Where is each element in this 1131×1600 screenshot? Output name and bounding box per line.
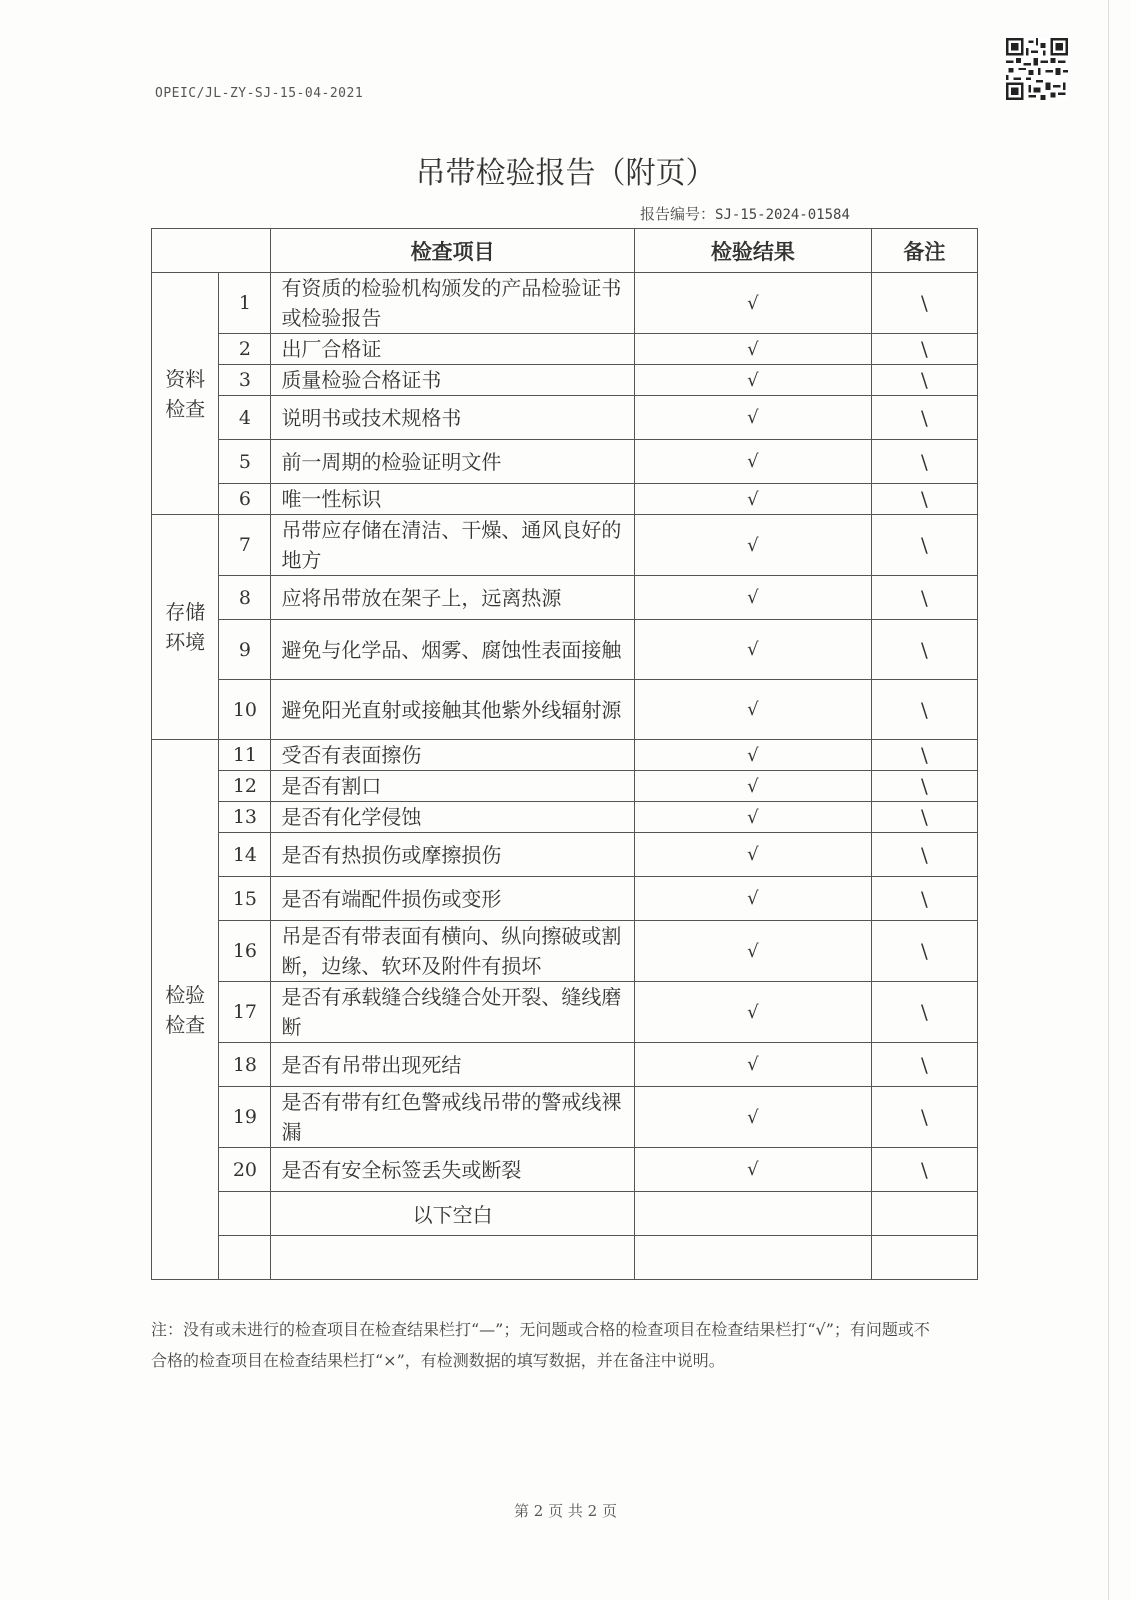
row-result: √	[634, 484, 871, 515]
row-note: \	[871, 396, 977, 440]
table-row	[152, 515, 978, 576]
table-row	[152, 802, 978, 833]
row-item: 是否有带有红色警戒线吊带的警戒线裸漏	[271, 1087, 634, 1148]
blank-cell	[219, 1236, 271, 1280]
row-note: \	[871, 982, 977, 1043]
row-item: 受否有表面擦伤	[271, 740, 634, 771]
row-result: √	[634, 833, 871, 877]
row-item: 质量检验合格证书	[271, 365, 634, 396]
row-note: \	[871, 833, 977, 877]
blank-row	[152, 1236, 978, 1280]
table-row	[152, 877, 978, 921]
row-note: \	[871, 877, 977, 921]
row-number: 17	[219, 982, 271, 1043]
row-item: 有资质的检验机构颁发的产品检验证书或检验报告	[271, 273, 634, 334]
header-result: 检验结果	[634, 229, 871, 273]
row-result: √	[634, 273, 871, 334]
row-item: 是否有承载缝合线缝合处开裂、缝线磨断	[271, 982, 634, 1043]
row-result: √	[634, 680, 871, 740]
row-item: 是否有安全标签丢失或断裂	[271, 1148, 634, 1192]
group-label	[152, 273, 219, 515]
row-item: 说明书或技术规格书	[271, 396, 634, 440]
row-result: √	[634, 802, 871, 833]
row-item: 吊是否有带表面有横向、纵向擦破或割断，边缘、软环及附件有损坏	[271, 921, 634, 982]
row-note: \	[871, 1087, 977, 1148]
row-result: √	[634, 515, 871, 576]
row-number: 6	[219, 484, 271, 515]
row-result: √	[634, 1087, 871, 1148]
row-item: 是否有化学侵蚀	[271, 802, 634, 833]
row-note: \	[871, 680, 977, 740]
table-row	[152, 1087, 978, 1148]
group-label	[152, 515, 219, 740]
table-row	[152, 1148, 978, 1192]
blank-marker-text: 以下空白	[271, 1192, 634, 1236]
row-number: 18	[219, 1043, 271, 1087]
row-note: \	[871, 365, 977, 396]
row-item: 前一周期的检验证明文件	[271, 440, 634, 484]
report-number-value: SJ-15-2024-01584	[715, 207, 850, 223]
blank-cell	[219, 1192, 271, 1236]
row-note: \	[871, 576, 977, 620]
header-item: 检查项目	[271, 229, 634, 273]
blank-row	[152, 1192, 978, 1236]
row-note: \	[871, 1148, 977, 1192]
row-item: 吊带应存储在清洁、干燥、通风良好的地方	[271, 515, 634, 576]
row-number: 14	[219, 833, 271, 877]
row-number: 13	[219, 802, 271, 833]
table-row	[152, 921, 978, 982]
row-item: 避免与化学品、烟雾、腐蚀性表面接触	[271, 620, 634, 680]
row-number: 2	[219, 334, 271, 365]
row-note: \	[871, 273, 977, 334]
table-row	[152, 484, 978, 515]
row-number: 11	[219, 740, 271, 771]
group-label-text: 存储 环境	[165, 600, 206, 654]
row-number: 9	[219, 620, 271, 680]
group-label-text: 资料 检查	[165, 366, 206, 421]
table-row	[152, 680, 978, 740]
table-row	[152, 334, 978, 365]
page-number: 第 2 页 共 2 页	[514, 1502, 617, 1520]
row-result: √	[634, 771, 871, 802]
table-row	[152, 833, 978, 877]
row-item: 避免阳光直射或接触其他紫外线辐射源	[271, 680, 634, 740]
blank-cell	[634, 1236, 871, 1280]
group-label-text: 检验 检查	[165, 982, 206, 1037]
row-number: 8	[219, 576, 271, 620]
table-row	[152, 740, 978, 771]
blank-cell	[634, 1192, 871, 1236]
blank-cell	[271, 1236, 634, 1280]
row-result: √	[634, 740, 871, 771]
table-row	[152, 771, 978, 802]
row-note: \	[871, 921, 977, 982]
row-result: √	[634, 1043, 871, 1087]
row-result: √	[634, 877, 871, 921]
table-row	[152, 620, 978, 680]
row-result: √	[634, 921, 871, 982]
row-note: \	[871, 740, 977, 771]
row-number: 1	[219, 273, 271, 334]
row-result: √	[634, 1148, 871, 1192]
row-note: \	[871, 515, 977, 576]
row-item: 是否有端配件损伤或变形	[271, 877, 634, 921]
row-number: 12	[219, 771, 271, 802]
row-result: √	[634, 620, 871, 680]
row-item: 是否有吊带出现死结	[271, 1043, 634, 1087]
row-number: 5	[219, 440, 271, 484]
blank-cell	[871, 1192, 977, 1236]
page-edge-line	[1108, 0, 1109, 1600]
row-number: 15	[219, 877, 271, 921]
header-empty-cell	[152, 229, 271, 273]
table-row	[152, 1043, 978, 1087]
row-result: √	[634, 576, 871, 620]
blank-cell	[871, 1236, 977, 1280]
row-number: 4	[219, 396, 271, 440]
table-row	[152, 576, 978, 620]
row-number: 16	[219, 921, 271, 982]
row-item: 是否有割口	[271, 771, 634, 802]
report-number-label: 报告编号：	[640, 205, 716, 223]
row-note: \	[871, 1043, 977, 1087]
report-number	[640, 203, 850, 224]
page-title: 吊带检验报告（附页）	[415, 156, 716, 191]
row-result: √	[634, 396, 871, 440]
row-result: √	[634, 440, 871, 484]
row-number: 20	[219, 1148, 271, 1192]
row-number: 19	[219, 1087, 271, 1148]
row-note: \	[871, 440, 977, 484]
table-header-row	[152, 229, 978, 273]
row-note: \	[871, 334, 977, 365]
table-row	[152, 273, 978, 334]
row-number: 10	[219, 680, 271, 740]
group-label	[152, 740, 219, 1280]
row-note: \	[871, 802, 977, 833]
row-note: \	[871, 620, 977, 680]
table-row	[152, 440, 978, 484]
row-result: √	[634, 365, 871, 396]
row-result: √	[634, 334, 871, 365]
table-row	[152, 365, 978, 396]
row-item: 应将吊带放在架子上，远离热源	[271, 576, 634, 620]
header-note: 备注	[871, 229, 977, 273]
row-item: 是否有热损伤或摩擦损伤	[271, 833, 634, 877]
row-number: 3	[219, 365, 271, 396]
row-note: \	[871, 771, 977, 802]
row-note: \	[871, 484, 977, 515]
row-number: 7	[219, 515, 271, 576]
footnote: 注：没有或未进行的检查项目在检查结果栏打“—”；无问题或合格的检查项目在检查结果栏打“√”；有问题或不合格的检查项目在检查结果栏打“×”，有检测数据的填写数据，并在备注中说明。	[151, 1320, 930, 1370]
row-result: √	[634, 982, 871, 1043]
table-row	[152, 982, 978, 1043]
table-row	[152, 396, 978, 440]
row-item: 出厂合格证	[271, 334, 634, 365]
inspection-table	[151, 228, 978, 1280]
qr-code-icon	[1006, 38, 1068, 100]
row-item: 唯一性标识	[271, 484, 634, 515]
document-code: OPEIC/JL-ZY-SJ-15-04-2021	[155, 86, 364, 101]
